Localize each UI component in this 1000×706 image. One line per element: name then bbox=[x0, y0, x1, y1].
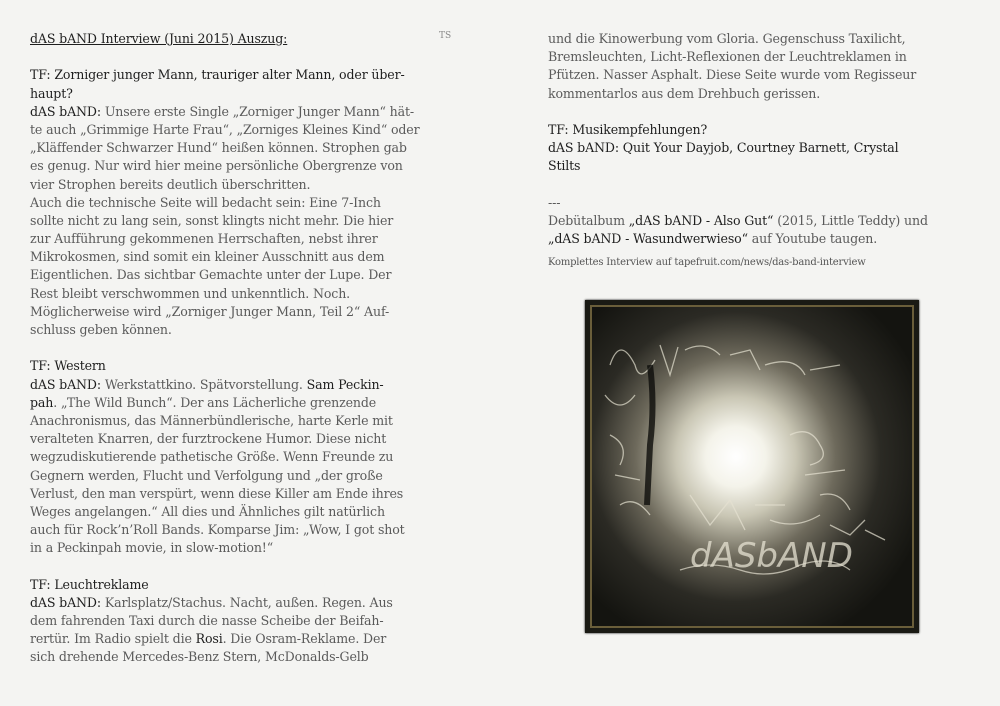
bold-text-segment: „dAS bAND - Wasundwerwieso“ bbox=[548, 231, 748, 247]
text-line bbox=[30, 248, 455, 266]
bold-text-segment: pah bbox=[30, 394, 54, 410]
text-line bbox=[30, 121, 455, 139]
text-line bbox=[30, 212, 455, 230]
left-body-text bbox=[30, 48, 455, 666]
text-line bbox=[30, 285, 455, 303]
text-line bbox=[548, 212, 973, 230]
bold-text-segment: dAS bAND: bbox=[30, 594, 101, 610]
text-line bbox=[548, 194, 973, 212]
text-line bbox=[30, 103, 455, 121]
text-segment: und die Kinowerbung vom Gloria. Gegenschuss Taxilicht, bbox=[548, 31, 906, 46]
text-segment: sollte nicht zu lang sein, sonst klingts nicht mehr. Die hier bbox=[30, 212, 394, 228]
text-segment: zur Aufführung gekommenen Herrschaften, nebst ihrer bbox=[30, 231, 378, 247]
text-line bbox=[30, 266, 455, 284]
text-segment: Pfützen. Nasser Asphalt. Diese Seite wurde vom Regisseur bbox=[548, 67, 917, 83]
text-line bbox=[30, 376, 455, 394]
blank-line bbox=[548, 176, 973, 194]
bold-text-segment: TF: Zorniger junger Mann, trauriger alter Mann, oder über- bbox=[30, 67, 405, 83]
cover-scrawl-text: dASbAND bbox=[690, 536, 853, 576]
text-segment: Verlust, den man verspürt, wenn diese Killer am Ende ihres bbox=[30, 485, 404, 501]
album-cover-image bbox=[585, 300, 919, 633]
text-segment: es genug. Nur wird hier meine persönliche Obergrenze von bbox=[30, 158, 403, 174]
text-segment: vier Strophen bereits deutlich überschritten. bbox=[30, 176, 311, 192]
text-segment: te auch „Grimmige Harte Frau“, „Zorniges Kleines Kind“ oder bbox=[30, 121, 420, 137]
text-segment: Unsere erste Single „Zorniger Junger Mann“ hät- bbox=[100, 103, 415, 119]
bold-text-segment: dAS bAND: Quit Your Dayjob, Courtney Barnett, Crystal bbox=[548, 140, 899, 156]
text-line bbox=[548, 230, 973, 248]
bold-text-segment: TF: Leuchtreklame bbox=[30, 576, 149, 592]
text-segment: Auch die technische Seite will bedacht sein: Eine 7-Inch bbox=[30, 194, 381, 210]
text-line bbox=[30, 630, 455, 648]
blank-line bbox=[548, 103, 973, 121]
blank-line bbox=[30, 339, 455, 357]
text-segment: sich drehende Mercedes-Benz Stern, McDonalds-Gelb bbox=[30, 649, 369, 665]
text-line bbox=[30, 303, 455, 321]
text-segment: rertür. Im Radio spielt die bbox=[30, 631, 196, 647]
text-line bbox=[30, 594, 455, 612]
text-line bbox=[30, 66, 455, 84]
text-line bbox=[30, 394, 455, 412]
right-column bbox=[548, 30, 973, 272]
bold-text-segment: TF: Western bbox=[30, 358, 106, 374]
text-line bbox=[30, 357, 455, 375]
text-segment: Mikrokosmen, sind somit ein kleiner Ausschnitt aus dem bbox=[30, 249, 385, 265]
text-segment: Möglicherweise wird „Zorniger Junger Mann, Teil 2“ Auf- bbox=[30, 303, 390, 319]
text-segment: (2015, Little Teddy) und bbox=[773, 212, 928, 228]
text-line bbox=[30, 321, 455, 339]
text-line bbox=[30, 467, 455, 485]
text-segment: Anachronismus, das Männerbündlerische, harte Kerle mit bbox=[30, 412, 393, 428]
text-segment: „Kläffender Schwarzer Hund“ heißen können. Strophen gab bbox=[30, 140, 407, 156]
text-line bbox=[548, 85, 973, 103]
bold-text-segment: haupt? bbox=[30, 85, 73, 101]
text-segment: Bremsleuchten, Licht-Reflexionen der Leuchtreklamen in bbox=[548, 49, 907, 65]
text-line bbox=[548, 157, 973, 175]
blank-line bbox=[30, 557, 455, 575]
ts-mark: TS bbox=[439, 31, 452, 41]
bold-text-segment: dAS bAND: bbox=[30, 103, 101, 119]
interview-link-note: Komplettes Interview auf tapefruit.com/news/das-band-interview bbox=[548, 257, 866, 269]
text-segment: Gegnern werden, Flucht und Verfolgung und „der große bbox=[30, 467, 383, 483]
text-line bbox=[30, 194, 455, 212]
bold-text-segment: Stilts bbox=[548, 158, 581, 174]
text-line bbox=[30, 521, 455, 539]
text-line bbox=[548, 121, 973, 139]
text-segment: dem fahrenden Taxi durch die nasse Scheibe der Beifah- bbox=[30, 613, 384, 628]
text-line bbox=[30, 612, 455, 630]
text-segment: kommentarlos aus dem Drehbuch gerissen. bbox=[548, 85, 821, 101]
text-line bbox=[30, 176, 455, 194]
left-column bbox=[30, 30, 455, 667]
right-body-text bbox=[548, 30, 973, 248]
text-line bbox=[30, 539, 455, 557]
text-line bbox=[30, 448, 455, 466]
text-segment: in a Peckinpah movie, in slow-motion!“ bbox=[30, 540, 274, 556]
text-segment: Debütalbum bbox=[548, 212, 629, 228]
text-segment: Rest bleibt verschwommen und unkenntlich. Noch. bbox=[30, 285, 351, 301]
bold-text-segment: Sam Peckin- bbox=[306, 376, 384, 392]
text-line bbox=[30, 157, 455, 175]
text-line bbox=[548, 30, 973, 48]
text-line bbox=[30, 430, 455, 448]
blank-line bbox=[30, 48, 455, 66]
text-line bbox=[30, 576, 455, 594]
text-segment: auf Youtube taugen. bbox=[747, 231, 878, 247]
text-segment: wegzudiskutierende pathetische Größe. Wenn Freunde zu bbox=[30, 449, 394, 465]
text-segment: veralteten Knarren, der furztrockene Humor. Diese nicht bbox=[30, 431, 387, 447]
text-line bbox=[30, 139, 455, 157]
text-segment: Eigentlichen. Das sichtbar Gemachte unter der Lupe. Der bbox=[30, 267, 392, 283]
text-line bbox=[30, 230, 455, 248]
text-segment: Weges angelangen.“ All dies und Ähnliches gilt natürlich bbox=[30, 503, 385, 519]
text-segment: . Die Osram-Reklame. Der bbox=[222, 631, 387, 647]
cover-scrawl bbox=[590, 305, 914, 628]
text-segment: schluss geben können. bbox=[30, 322, 172, 337]
text-segment: Karlsplatz/Stachus. Nacht, außen. Regen. Aus bbox=[100, 594, 393, 610]
text-line bbox=[30, 503, 455, 521]
bold-text-segment: TF: Musikempfehlungen? bbox=[548, 121, 708, 137]
text-segment: --- bbox=[548, 194, 561, 210]
text-segment: auch für Rock’n’Roll Bands. Komparse Jim: „Wow, I got shot bbox=[30, 522, 405, 538]
text-line bbox=[548, 48, 973, 66]
text-line bbox=[548, 66, 973, 84]
bold-text-segment: Rosi bbox=[195, 631, 223, 647]
text-segment: Werkstattkino. Spätvorstellung. bbox=[100, 376, 307, 392]
article-title: dAS bAND Interview (Juni 2015) Auszug: bbox=[30, 31, 288, 46]
text-line bbox=[548, 139, 973, 157]
text-line bbox=[30, 412, 455, 430]
bold-text-segment: dAS bAND: bbox=[30, 376, 101, 392]
text-line bbox=[30, 485, 455, 503]
text-segment: . „The Wild Bunch“. Der ans Lächerliche grenzende bbox=[53, 394, 377, 410]
text-line bbox=[30, 648, 455, 666]
text-line bbox=[30, 85, 455, 103]
bold-text-segment: „dAS bAND - Also Gut“ bbox=[628, 212, 774, 228]
